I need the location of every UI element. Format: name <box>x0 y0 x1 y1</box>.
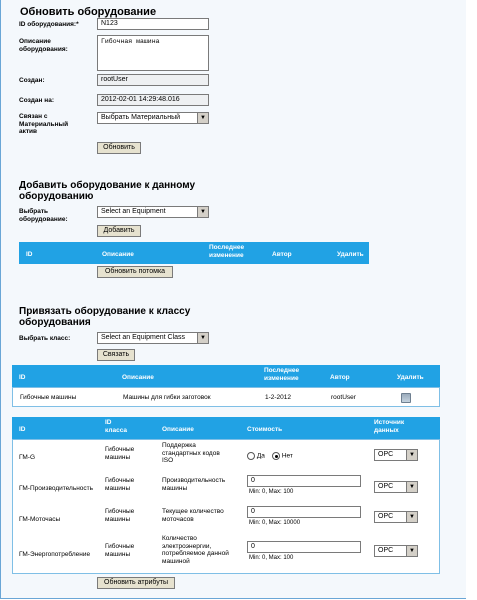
bind-class-title: Привязать оборудование к классу оборудования <box>19 306 191 328</box>
class-row-last-modified: 1-2-2012 <box>265 394 292 401</box>
class-col-author: Автор <box>330 374 350 381</box>
trash-icon[interactable] <box>401 393 411 403</box>
attr-radio-yes[interactable] <box>247 452 265 460</box>
update-attributes-button[interactable]: Обновить атрибуты <box>97 577 175 589</box>
data-source-value: OPC <box>378 513 394 520</box>
child-col-id: ID <box>26 251 33 258</box>
chevron-down-icon: ▼ <box>197 207 208 217</box>
attr-radio-no[interactable] <box>272 452 293 460</box>
update-child-button[interactable]: Обновить потомка <box>97 266 173 278</box>
attr-row-description: Производительность машины <box>162 477 226 492</box>
class-row-description: Машины для гибки заготовок <box>123 394 211 401</box>
created-on-field: 2012-02-01 14:29:48.016 <box>97 94 209 106</box>
data-source-value: OPC <box>378 451 394 458</box>
attr-row-class-id: Гибочные машины <box>105 446 135 461</box>
equipment-class-select-value: Select an Equipment Class <box>101 334 186 341</box>
scroll-gutter <box>466 0 477 600</box>
link-class-button[interactable]: Связать <box>97 349 135 361</box>
add-child-title: Добавить оборудование к данному оборудованию <box>19 180 196 202</box>
attr-range-hint: Min: 0, Max: 100 <box>249 555 294 561</box>
attr-row-id: ГМ-Производительность <box>19 485 94 492</box>
radio-icon <box>247 452 255 460</box>
chevron-down-icon: ▼ <box>406 450 417 460</box>
attr-value-input[interactable]: 0 <box>247 475 361 487</box>
attr-range-hint: Min: 0, Max: 10000 <box>249 520 301 526</box>
child-col-description: Описание <box>102 251 134 258</box>
created-on-label: Создан на: <box>19 97 54 104</box>
table-row <box>12 387 440 407</box>
radio-yes-label: Да <box>256 452 265 460</box>
update-equipment-title: Обновить оборудование <box>20 6 157 18</box>
equipment-class-select[interactable] <box>97 332 209 344</box>
data-source-value: OPC <box>378 547 394 554</box>
asset-link-label: Связан с Материальный актив <box>19 113 69 135</box>
child-col-last-modified: Последнее изменение <box>209 244 245 259</box>
chevron-down-icon: ▼ <box>406 482 417 492</box>
attr-col-value: Стоимость <box>247 426 283 433</box>
attr-col-id: ID <box>19 426 26 433</box>
update-equipment-button[interactable]: Обновить <box>97 142 141 154</box>
data-source-select[interactable] <box>374 449 418 461</box>
attr-row-class-id: Гибочные машины <box>105 477 135 492</box>
attr-row-id: ГМ-Энергопотребление <box>19 551 91 558</box>
class-col-last-modified: Последнее изменение <box>264 367 300 382</box>
equipment-select-value: Select an Equipment <box>101 208 166 215</box>
select-equipment-label: Выбрать оборудование: <box>19 208 68 223</box>
attr-value-input[interactable]: 0 <box>247 541 361 553</box>
created-by-label: Создан: <box>19 77 45 84</box>
equipment-description-label: Описание оборудования: <box>19 38 68 53</box>
class-col-description: Описание <box>122 374 154 381</box>
data-source-select[interactable] <box>374 481 418 493</box>
chevron-down-icon: ▼ <box>197 333 208 343</box>
attr-value-input[interactable]: 0 <box>247 506 361 518</box>
data-source-select[interactable] <box>374 545 418 557</box>
chevron-down-icon: ▼ <box>406 512 417 522</box>
attr-row-description: Количество электроэнергии, потребляемое данной машиной <box>162 535 229 565</box>
radio-selected-icon <box>272 452 280 460</box>
chevron-down-icon: ▼ <box>406 546 417 556</box>
data-source-value: OPC <box>378 483 394 490</box>
attr-row-description: Поддержка стандартных кодов ISO <box>162 442 220 464</box>
attr-col-class-id: ID класса <box>105 419 128 434</box>
attr-row-class-id: Гибочные машины <box>105 508 135 523</box>
class-row-author: rootUser <box>331 394 356 401</box>
attr-row-class-id: Гибочные машины <box>105 543 135 558</box>
class-col-delete: Удалить <box>397 374 424 381</box>
attr-range-hint: Min: 0, Max: 100 <box>249 489 294 495</box>
equipment-id-label: ID оборудования:* <box>19 21 79 28</box>
data-source-select[interactable] <box>374 511 418 523</box>
child-table-header <box>19 242 369 264</box>
add-equipment-button[interactable]: Добавить <box>97 225 141 237</box>
created-by-field: rootUser <box>97 74 209 86</box>
chevron-down-icon: ▼ <box>197 113 208 123</box>
attr-row-description: Текущее количество моточасов <box>162 508 224 523</box>
child-col-author: Автор <box>272 251 292 258</box>
attr-table-header <box>12 417 440 439</box>
class-row-id: Гибочные машины <box>20 394 77 401</box>
equipment-description-textarea[interactable]: Гибочная машина <box>97 35 209 71</box>
attr-col-description: Описание <box>162 426 194 433</box>
radio-no-label: Нет <box>281 452 293 460</box>
class-col-id: ID <box>19 374 26 381</box>
asset-select-value: Выбрать Материальный <box>101 114 181 121</box>
attr-row-id: ГМ-Моточасы <box>19 516 61 523</box>
select-class-label: Выбрать класс: <box>19 335 71 342</box>
equipment-id-input[interactable]: N123 <box>97 18 209 30</box>
attr-row-id: ГМ-G <box>19 454 36 461</box>
class-table-header <box>12 365 440 387</box>
asset-select[interactable] <box>97 112 209 124</box>
attr-col-data-source: Источник данных <box>374 419 405 434</box>
equipment-select[interactable] <box>97 206 209 218</box>
child-col-delete: Удалить <box>337 251 364 258</box>
